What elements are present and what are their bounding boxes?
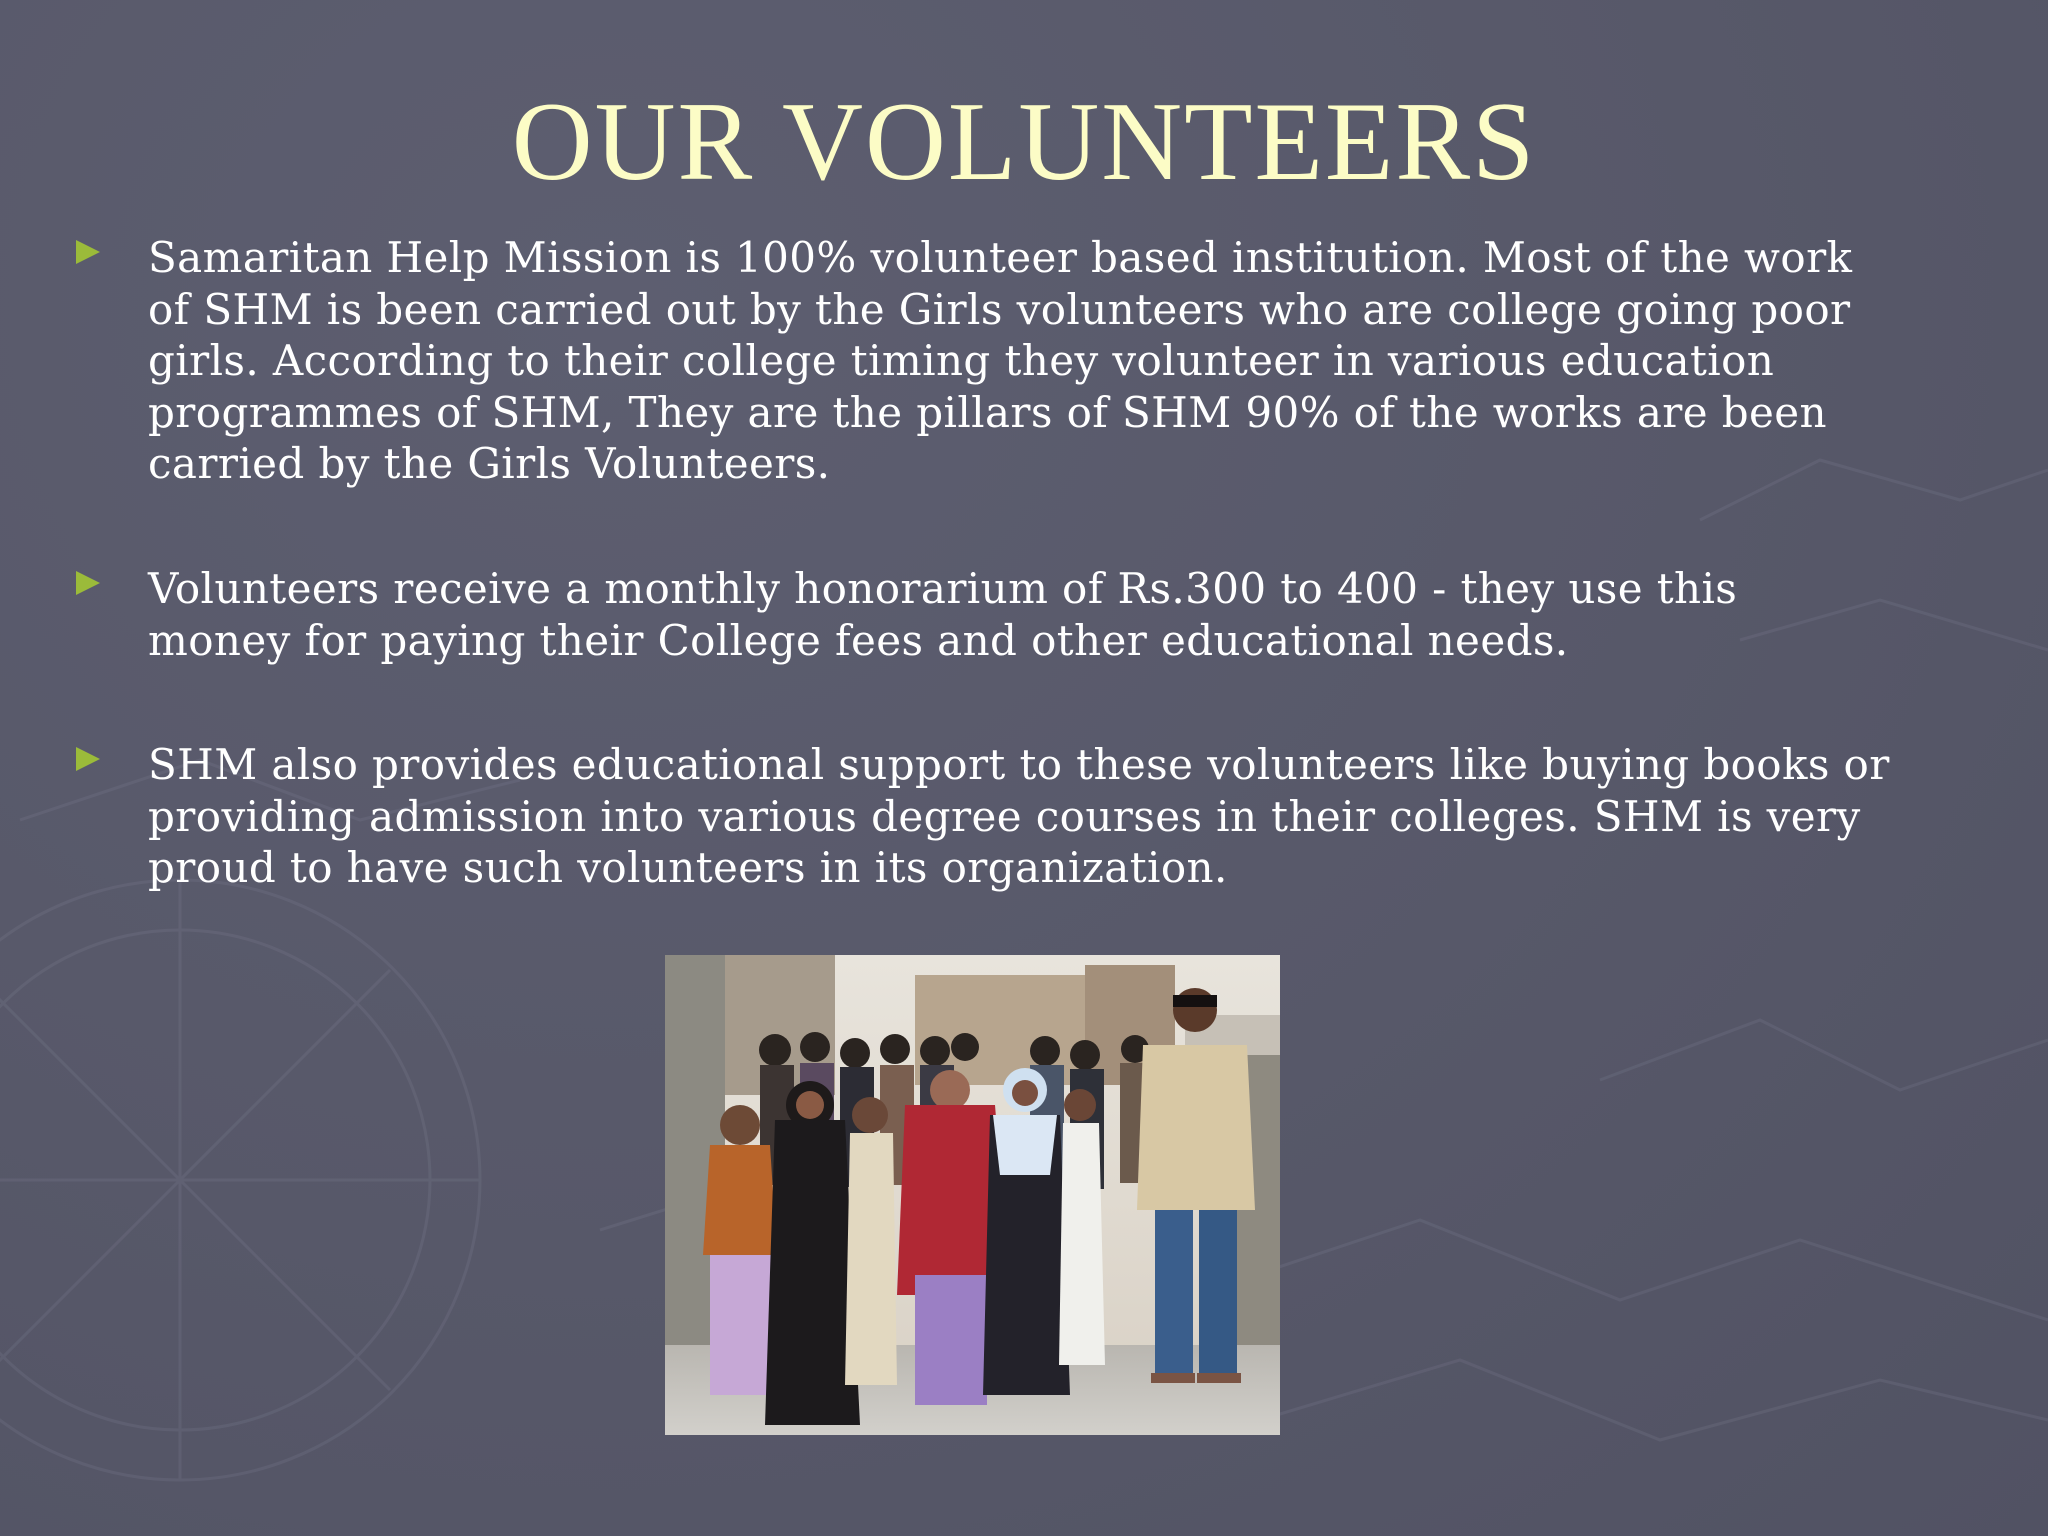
triangle-right-bullet-icon xyxy=(76,240,100,264)
bullet-text: Volunteers receive a monthly honorarium of Rs.300 to 400 - they use this money for paying their College fees and other educational needs. xyxy=(148,564,1738,665)
bullet-text: Samaritan Help Mission is 100% volunteer based institution. Most of the work of SHM is been carried out by the Girls volunteers who are college going poor girls. According to their college timing they volunteer in various education programmes of SHM, They are the pillars of SHM 90% of the works are been carried by the Girls Volunteers. xyxy=(148,233,1853,488)
volunteers-group-photo xyxy=(665,955,1280,1435)
bullet-text: SHM also provides educational support to these volunteers like buying books or providing admission into various degree courses in their colleges. SHM is very proud to have such volunteers in its organization. xyxy=(148,740,1890,892)
triangle-right-bullet-icon xyxy=(76,747,100,771)
photo-illustration xyxy=(665,955,1280,1435)
triangle-right-bullet-icon xyxy=(76,571,100,595)
slide-title: OUR VOLUNTEERS xyxy=(511,80,1537,204)
